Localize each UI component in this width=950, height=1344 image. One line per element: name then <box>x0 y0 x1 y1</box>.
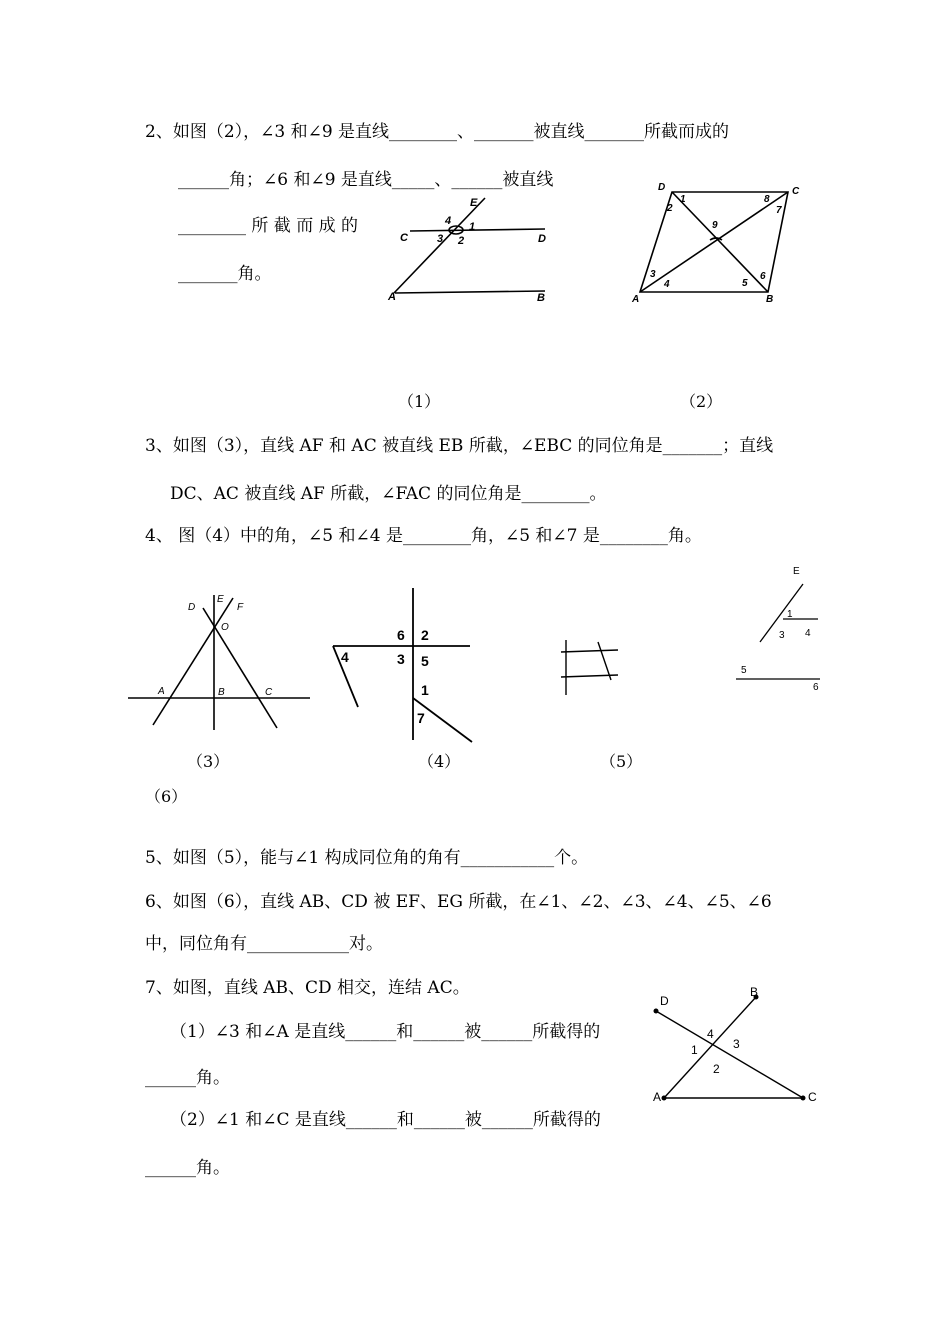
fig2-label: C <box>792 186 800 197</box>
fig3-label: D <box>188 602 196 613</box>
fig2-caption: （2） <box>680 392 723 411</box>
q2-line2: ______角；∠6 和∠9 是直线_____、______被直线 <box>178 170 554 190</box>
q3-line2: DC、AC 被直线 AF 所截，∠FAC 的同位角是________。 <box>170 484 607 504</box>
fig6-label: 6 <box>813 682 819 693</box>
fig4-caption: （4） <box>418 752 461 771</box>
fig1-label: D <box>538 233 546 245</box>
fig2-diagonal-db <box>672 192 768 292</box>
fig3-line-fa <box>153 598 233 725</box>
fig4-label: 3 <box>397 651 405 667</box>
q2-line1: 2、如图（2），∠3 和∠9 是直线________、_______被直线_______所截而成的 <box>145 122 730 142</box>
figure-4 <box>330 585 480 745</box>
fig1-label: E <box>470 197 478 209</box>
q7-part1-line2: ______角。 <box>145 1068 230 1088</box>
fig1-label: C <box>400 232 408 244</box>
fig3-label: C <box>265 687 273 698</box>
fig1-label: B <box>537 292 545 304</box>
fig2-label: 4 <box>664 279 670 290</box>
fig1-caption: （1） <box>398 392 441 411</box>
fig6-label: E <box>793 566 800 577</box>
fig2-label: 5 <box>742 278 748 289</box>
fig7-point-c <box>801 1096 806 1101</box>
fig3-caption: （3） <box>187 752 230 771</box>
q7-part2-line1: （2）∠1 和∠C 是直线______和______被______所截得的 <box>170 1110 601 1130</box>
fig4-label: 6 <box>397 627 405 643</box>
q6-line2: 中，同位角有____________对。 <box>145 934 383 954</box>
fig6-label: 4 <box>805 628 811 639</box>
fig2-label: 3 <box>650 269 656 280</box>
fig7-label: 4 <box>707 1027 714 1041</box>
fig2-label: A <box>632 294 640 305</box>
fig6-caption: （6） <box>145 787 188 806</box>
fig7-label: 3 <box>733 1037 740 1051</box>
q5-line1: 5、如图（5），能与∠1 构成同位角的角有___________个。 <box>145 848 589 868</box>
fig1-label: 2 <box>458 235 465 247</box>
fig4-label: 5 <box>421 653 429 669</box>
fig4-label: 2 <box>421 627 429 643</box>
fig4-label: 1 <box>421 682 429 698</box>
fig2-label: 7 <box>776 205 782 216</box>
fig1-label: 3 <box>437 233 444 245</box>
q7-part2-line2: ______角。 <box>145 1158 230 1178</box>
fig5-line-right <box>598 642 611 680</box>
fig5-line-top <box>561 650 618 652</box>
fig3-label: A <box>158 686 165 697</box>
figure-5 <box>558 640 628 700</box>
fig1-label: A <box>388 291 396 303</box>
fig3-label: F <box>237 602 244 613</box>
fig2-label: 9 <box>712 220 718 231</box>
fig7-label: C <box>808 1090 817 1104</box>
figure-3 <box>125 590 325 740</box>
fig7-label: B <box>750 985 759 999</box>
fig2-diagonal-ac <box>640 192 788 292</box>
q4-line1: 4、 图（4）中的角，∠5 和∠4 是________角，∠5 和∠7 是________角。 <box>145 526 702 546</box>
q2-line3: ________ 所 截 而 成 的 <box>178 216 359 236</box>
fig1-line-ab <box>395 291 545 293</box>
fig7-label: A <box>653 1090 662 1104</box>
fig1-label: 4 <box>445 215 452 227</box>
figure-6 <box>728 562 838 692</box>
fig7-label: 2 <box>713 1062 720 1076</box>
figure-2 <box>630 180 810 310</box>
fig6-label: 1 <box>787 609 793 620</box>
figure-7 <box>648 982 828 1112</box>
fig2-label: 8 <box>764 194 770 205</box>
fig3-label: O <box>221 622 229 633</box>
fig7-point-a <box>662 1096 667 1101</box>
fig3-label: B <box>218 687 225 698</box>
fig7-label: D <box>660 994 669 1008</box>
fig4-label: 7 <box>417 710 425 726</box>
fig6-label: 5 <box>741 665 747 676</box>
fig2-label: B <box>766 294 774 305</box>
fig5-caption: （5） <box>600 752 643 771</box>
fig7-line-dc <box>656 1011 803 1098</box>
q7-line1: 7、如图，直线 AB、CD 相交，连结 AC。 <box>145 978 470 998</box>
fig3-label: E <box>217 594 224 605</box>
q6-line1: 6、如图（6），直线 AB、CD 被 EF、EG 所截，在∠1、∠2、∠3、∠4、∠5、∠6 <box>145 892 772 912</box>
fig7-line-ab <box>664 997 756 1098</box>
q2-line4: _______角。 <box>178 264 272 284</box>
fig1-label: 1 <box>469 221 476 233</box>
fig2-label: 1 <box>680 194 686 205</box>
fig1-line-cd <box>410 229 545 231</box>
fig4-label: 4 <box>341 649 349 665</box>
fig2-label: 2 <box>667 203 673 214</box>
fig7-label: 1 <box>691 1043 698 1057</box>
fig2-label: 6 <box>760 271 766 282</box>
q3-line1: 3、如图（3），直线 AF 和 AC 被直线 EB 所截，∠EBC 的同位角是_______；直线 <box>145 436 774 456</box>
q7-part1-line1: （1）∠3 和∠A 是直线______和______被______所截得的 <box>170 1022 601 1042</box>
fig1-line-ae <box>394 198 485 293</box>
fig2-label: D <box>658 182 666 193</box>
figure-1 <box>380 190 580 330</box>
fig7-point-d <box>654 1009 659 1014</box>
fig6-label: 3 <box>779 630 785 641</box>
